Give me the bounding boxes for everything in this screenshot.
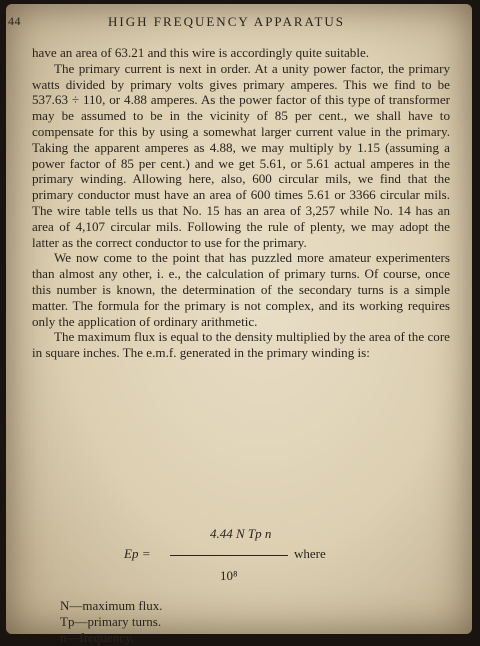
fraction-bar bbox=[170, 555, 288, 556]
formula-denominator: 10⁸ bbox=[220, 568, 238, 583]
book-page bbox=[6, 4, 472, 645]
running-title: HIGH FREQUENCY APPARATUS bbox=[108, 14, 346, 29]
page-body bbox=[32, 45, 450, 361]
paragraph-primary-current: The primary current is next in order. At a unity power factor, the primary watts divided by primary volts gives primary amperes. This we find to be 537.63 ÷ 110, or 4.88 amperes. As the power factor of this type of transformer may be assumed to be in the vicinity of 85 per cent., we shall have to compensate for this by using a somewhat larger current value in the primary. Taking the apparent amperes as 4.88, we may multiply by 1.15 (assuming a power factor of 85 per cent.) and we get 5.61, or 5.61 actual amperes in the primary winding. Allowing here, also, 600 circular mils, we find that the primary conductor must have an area of 600 times 5.61 or 3366 circular mils. The wire table tells us that No. 15 has an area of 3,257 while No. 14 has an area of 4,107 circular mils. Following the rule of plenty, we may adopt the latter as the correct conductor to use for the primary. bbox=[32, 60, 450, 250]
page-header bbox=[6, 14, 472, 34]
paragraph-primary-turns: We now come to the point that has puzzled more amateur experimenters than almost any other, i. e., the calculation of primary turns. Of course, once this number is known, the determination of the secondary turns is a simple matter. The formula for the primary is not complex, and its working requires only the application of ordinary arithmetic. bbox=[32, 250, 450, 329]
definition-frequency: n—frequency. bbox=[60, 630, 134, 645]
emf-formula bbox=[6, 526, 472, 586]
formula-lhs: Ep = bbox=[124, 546, 151, 561]
paragraph-continued: have an area of 63.21 and this wire is accordingly quite suitable. bbox=[32, 45, 370, 60]
symbol-definitions bbox=[60, 598, 163, 646]
definition-primary-turns: Tp—primary turns. bbox=[60, 614, 162, 629]
page-number: 44 bbox=[8, 14, 21, 28]
definition-flux: N—maximum flux. bbox=[60, 598, 163, 613]
formula-where: where bbox=[294, 546, 326, 561]
paragraph-maximum-flux: The maximum flux is equal to the density multiplied by the area of the core in square inches. The e.m.f. generated in the primary winding is: bbox=[32, 329, 450, 361]
formula-numerator: 4.44 N Tp n bbox=[210, 526, 272, 541]
